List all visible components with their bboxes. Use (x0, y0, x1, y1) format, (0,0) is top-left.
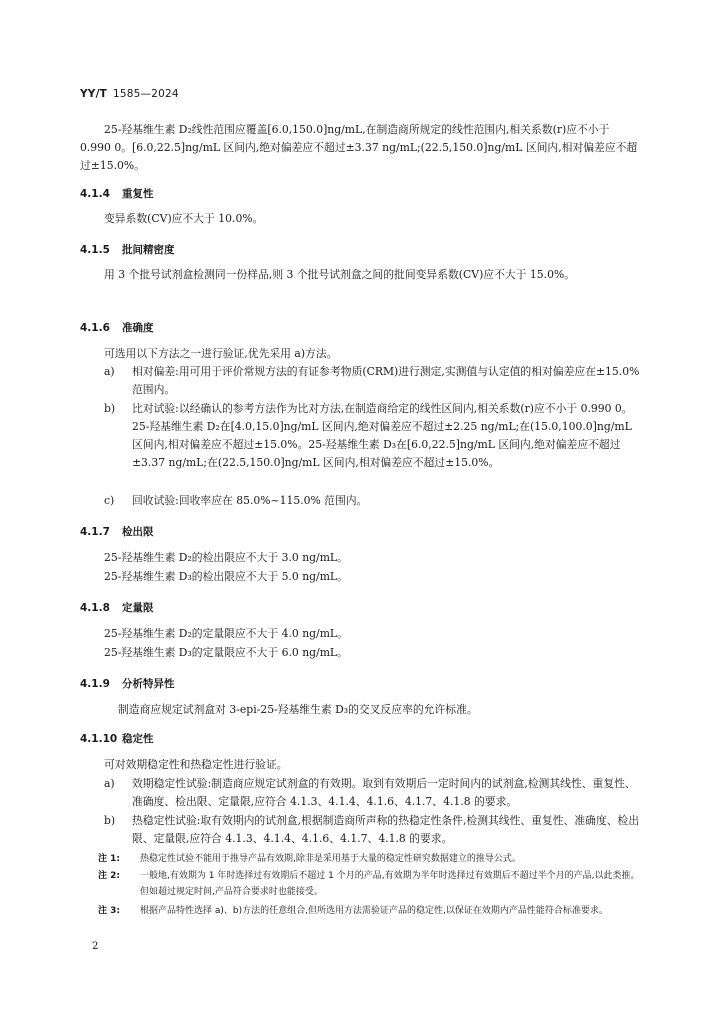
section-title: 准确度 (122, 322, 154, 334)
list-marker: b) (104, 814, 116, 827)
section-title: 定量限 (122, 602, 154, 614)
repeatability-text: 变异系数(CV)应不大于 10.0%。 (104, 212, 264, 225)
section-heading-4-1-8 (80, 600, 154, 615)
list-text: 相对偏差:用可用于评价常规方法的有证参考物质(CRM)进行测定,实测值与认定值的相对偏差应在±15.0% 范围内。 (132, 365, 640, 396)
section-title: 检出限 (122, 526, 154, 538)
section-heading-4-1-7 (80, 524, 154, 539)
linearity-paragraph: 25-羟基维生素 D₂线性范围应覆盖[6.0,150.0]ng/mL,在制造商所规定的线性范围内,相关系数(r)应不小于 0.990 0。[6.0,22.5]ng/mL 区间内,绝对偏差应不超过±3.37 ng/mL;(22.5,150.0]ng/mL 区间内,相对偏差应不超过±15.0%。 (80, 123, 638, 172)
section-number: 4.1.4 (80, 188, 110, 200)
batch-precision-text: 用 3 个批号试剂盒检测同一份样品,则 3 个批号试剂盒之间的批间变异系数(CV)应不大于 15.0%。 (104, 268, 576, 281)
list-marker: b) (104, 402, 116, 415)
accuracy-lead: 可选用以下方法之一进行验证,优先采用 a)方法。 (104, 347, 338, 360)
section-title: 批间精密度 (122, 244, 175, 256)
section-title: 分析特异性 (122, 678, 175, 690)
list-marker: a) (104, 365, 115, 378)
list-text: 比对试验:以经确认的参考方法作为比对方法,在制造商给定的线性区间内,相关系数(r)应不小于 0.990 0。25-羟基维生素 D₂在[4.0,15.0]ng/mL 区间内,绝对偏差应不超过±2.25 ng/mL;在(15.0,100.0]ng/mL 区间内,相对偏差应不超过±15.0%。25-羟基维生素 D₃在[6.0,22.5]ng/mL 区间内,绝对偏差应不超过±3.37 ng/mL;在(22.5,150.0]ng/mL 区间内,相对偏差应不超过±15.0%。 (132, 402, 633, 469)
note-text: 一般地,有效期为 1 年时选择过有效期后不超过 1 个月的产品,有效期为半年时选择过有效期后不超过半个月的产品,以此类推。但如超过规定时间,产品符合要求时也能接受。 (140, 871, 640, 897)
list-marker: c) (104, 494, 115, 507)
list-marker: a) (104, 777, 115, 790)
section-number: 4.1.8 (80, 602, 110, 614)
note-label: 注 3: (98, 906, 120, 916)
quantitation-limit-d3: 25-羟基维生素 D₃的定量限应不大于 6.0 ng/mL。 (104, 646, 348, 659)
note-text: 热稳定性试验不能用于推导产品有效期,除非是采用基于大量的稳定性研究数据建立的推导公式。 (140, 854, 521, 864)
section-heading-4-1-9 (80, 676, 175, 691)
section-number: 4.1.6 (80, 322, 110, 334)
section-number: 4.1.5 (80, 244, 110, 256)
section-number: 4.1.7 (80, 526, 110, 538)
specificity-text: 制造商应规定试剂盒对 3-epi-25-羟基维生素 D₃的交叉反应率的允许标准。 (118, 703, 478, 716)
section-heading-4-1-4 (80, 186, 154, 201)
section-heading-4-1-6 (80, 320, 154, 335)
section-title: 重复性 (122, 188, 154, 200)
stability-lead: 可对效期稳定性和热稳定性进行验证。 (104, 758, 288, 771)
note-label: 注 2: (98, 871, 120, 881)
page-number: 2 (92, 941, 99, 952)
quantitation-limit-d2: 25-羟基维生素 D₂的定量限应不大于 4.0 ng/mL。 (104, 627, 348, 640)
list-text: 热稳定性试验:取有效期内的试剂盒,根据制造商所声称的热稳定性条件,检测其线性、重复性、准确度、检出限、定量限,应符合 4.1.3、4.1.4、4.1.6、4.1.7、4.1.8 的要求。 (132, 814, 640, 845)
standard-prefix: YY/T (80, 88, 108, 100)
note-text: 根据产品特性选择 a)、b)方法的任意组合,但所选用方法需验证产品的稳定性,以保证在效期内产品性能符合标准要求。 (140, 906, 608, 916)
section-heading-4-1-5 (80, 242, 175, 257)
note-label: 注 1: (98, 854, 120, 864)
section-title: 稳定性 (122, 733, 154, 745)
section-number: 4.1.9 (80, 678, 110, 690)
standard-code: 1585—2024 (113, 88, 179, 100)
detection-limit-d3: 25-羟基维生素 D₃的检出限应不大于 5.0 ng/mL。 (104, 570, 348, 583)
detection-limit-d2: 25-羟基维生素 D₂的检出限应不大于 3.0 ng/mL。 (104, 551, 348, 564)
section-number: 4.1.10 (80, 733, 118, 745)
standard-header (80, 88, 179, 100)
list-text: 效期稳定性试验:制造商应规定试剂盒的有效期。取到有效期后一定时间内的试剂盒,检测其线性、重复性、准确度、检出限、定量限,应符合 4.1.3、4.1.4、4.1.6、4.1.7、4.1.8 的要求。 (132, 777, 636, 808)
section-heading-4-1-10 (80, 731, 154, 746)
list-text: 回收试验:回收率应在 85.0%~115.0% 范围内。 (132, 494, 368, 507)
